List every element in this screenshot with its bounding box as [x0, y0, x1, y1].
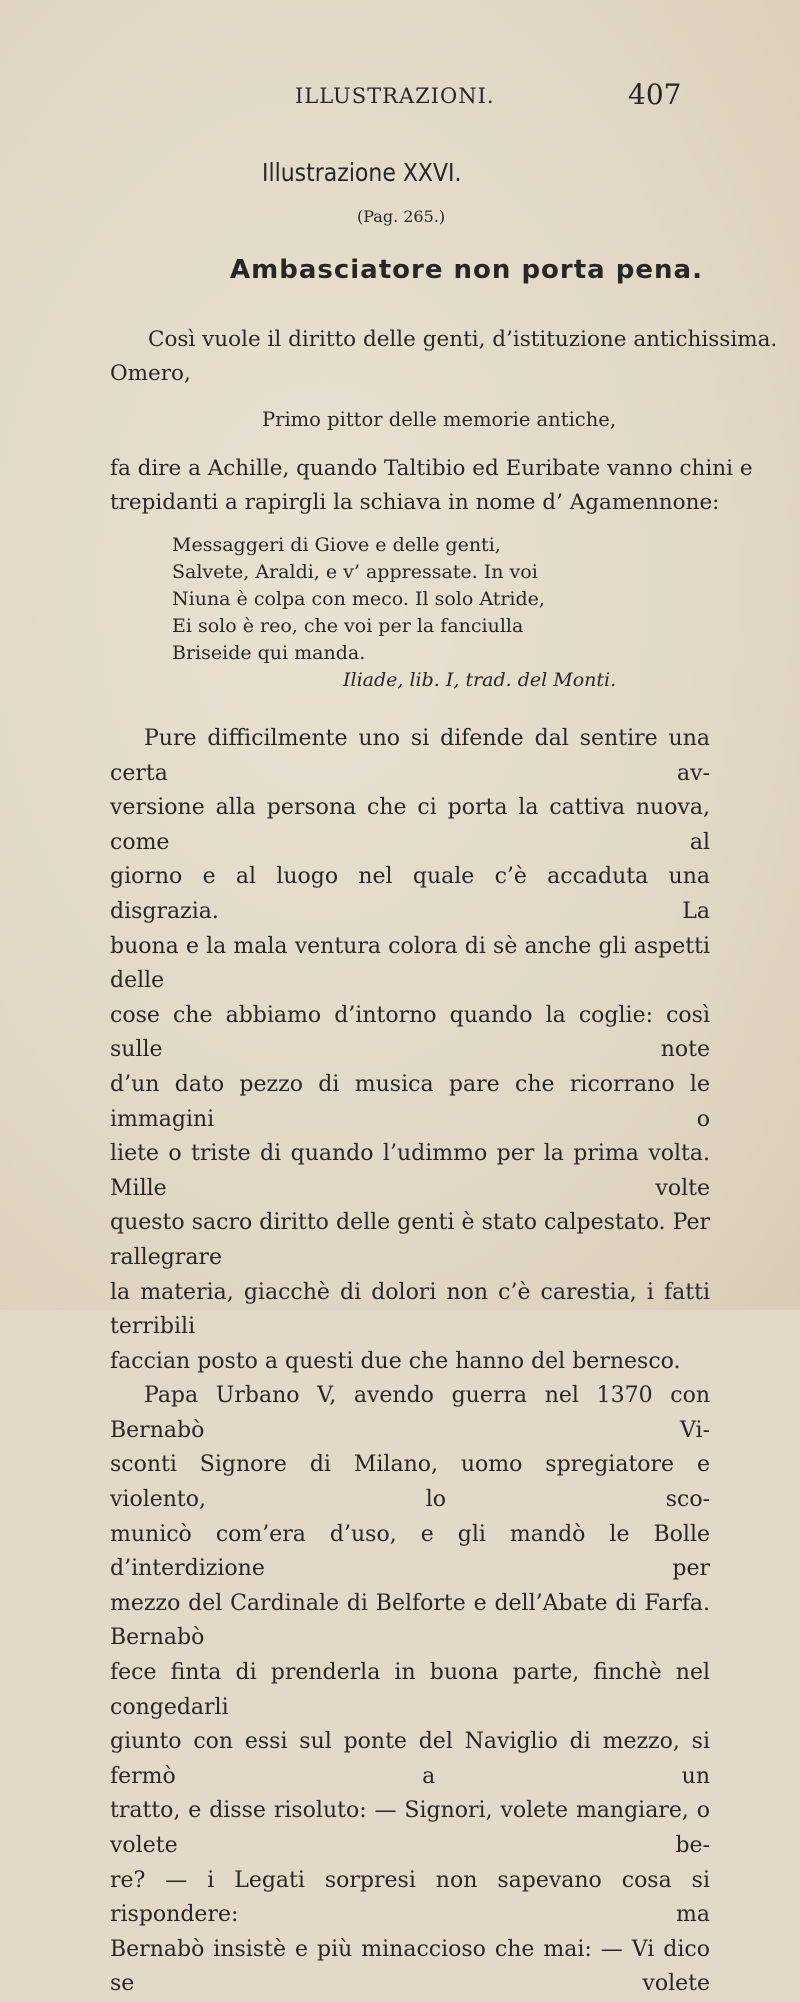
body-line: Bernabò insistè e più minaccioso che mai: — Vi dico se volete — [110, 1936, 710, 1997]
body-line: municò com’era d’uso, e gli mandò le Bolle d’interdizione per — [110, 1521, 710, 1582]
body-paragraphs — [110, 722, 710, 2002]
intro-line-2: Omero, — [110, 361, 191, 386]
body-line: giorno e al luogo nel quale c’è accaduta una disgrazia. La — [110, 864, 710, 924]
body-line: fece finta di prenderla in buona parte, finchè nel congedarli — [110, 1660, 710, 1720]
body-line: Papa Urbano V, avendo guerra nel 1370 con Bernabò Vi- — [110, 1383, 710, 1443]
body-line: buona e la mala ventura colora di sè anche gli aspetti delle — [110, 933, 710, 994]
body-line: sconti Signore di Milano, uomo spregiatore e violento, lo sco- — [110, 1452, 710, 1513]
verse-line: Niuna è colpa con meco. Il solo Atride, — [172, 588, 545, 610]
intro-line-4: trepidanti a rapirgli la schiava in nome d’ Agamennone: — [110, 490, 720, 515]
intro-line-1: Così vuole il diritto delle genti, d’istituzione antichissima. — [148, 327, 778, 352]
body-line: liete o triste di quando l’udimmo per la prima volta. Mille volte — [110, 1141, 710, 1201]
illustration-page-ref: (Pag. 265.) — [357, 207, 446, 226]
homer-quote: Primo pittor delle memorie antiche, — [262, 408, 617, 431]
illustration-title: Illustrazione XXVI. — [262, 158, 462, 187]
body-line: mezzo del Cardinale di Belforte e dell’Abate di Farfa. Bernabò — [110, 1590, 710, 1651]
running-title: ILLUSTRAZIONI. — [295, 84, 495, 108]
body-line: la materia, giacchè di dolori non c’è carestia, i fatti terribili — [110, 1279, 710, 1340]
body-line: d’un dato pezzo di musica pare che ricorrano le immagini o — [110, 1071, 710, 1132]
section-heading: Ambasciatore non porta pena. — [230, 255, 703, 285]
body-line: re? — i Legati sorpresi non sapevano cosa si rispondere: ma — [110, 1867, 710, 1928]
body-line: Pure difficilmente uno si difende dal sentire una certa av- — [110, 726, 710, 786]
body-line: questo sacro diritto delle genti è stato calpestato. Per rallegrare — [110, 1210, 710, 1270]
body-line: versione alla persona che ci porta la cattiva nuova, come al — [110, 795, 710, 855]
verse-line: Briseide qui manda. — [172, 642, 366, 664]
verse-line: Salvete, Araldi, e v’ appressate. In voi — [172, 561, 538, 583]
verse-citation: Iliade, lib. I, trad. del Monti. — [343, 669, 617, 691]
verse-line: Ei solo è reo, che voi per la fanciulla — [172, 615, 524, 637]
body-line: tratto, e disse risoluto: — Signori, volete mangiare, o volete be- — [110, 1798, 710, 1858]
body-line: faccian posto a questi due che hanno del bernesco. — [110, 1348, 681, 1374]
body-line: cose che abbiamo d’intorno quando la coglie: così sulle note — [110, 1002, 710, 1063]
page-number: 407 — [628, 78, 682, 111]
intro-line-3: fa dire a Achille, quando Taltibio ed Euribate vanno chini e — [110, 456, 753, 481]
verse-line: Messaggeri di Giove e delle genti, — [172, 534, 501, 556]
body-line: giunto con essi sul ponte del Naviglio di mezzo, si fermò a un — [110, 1729, 710, 1789]
